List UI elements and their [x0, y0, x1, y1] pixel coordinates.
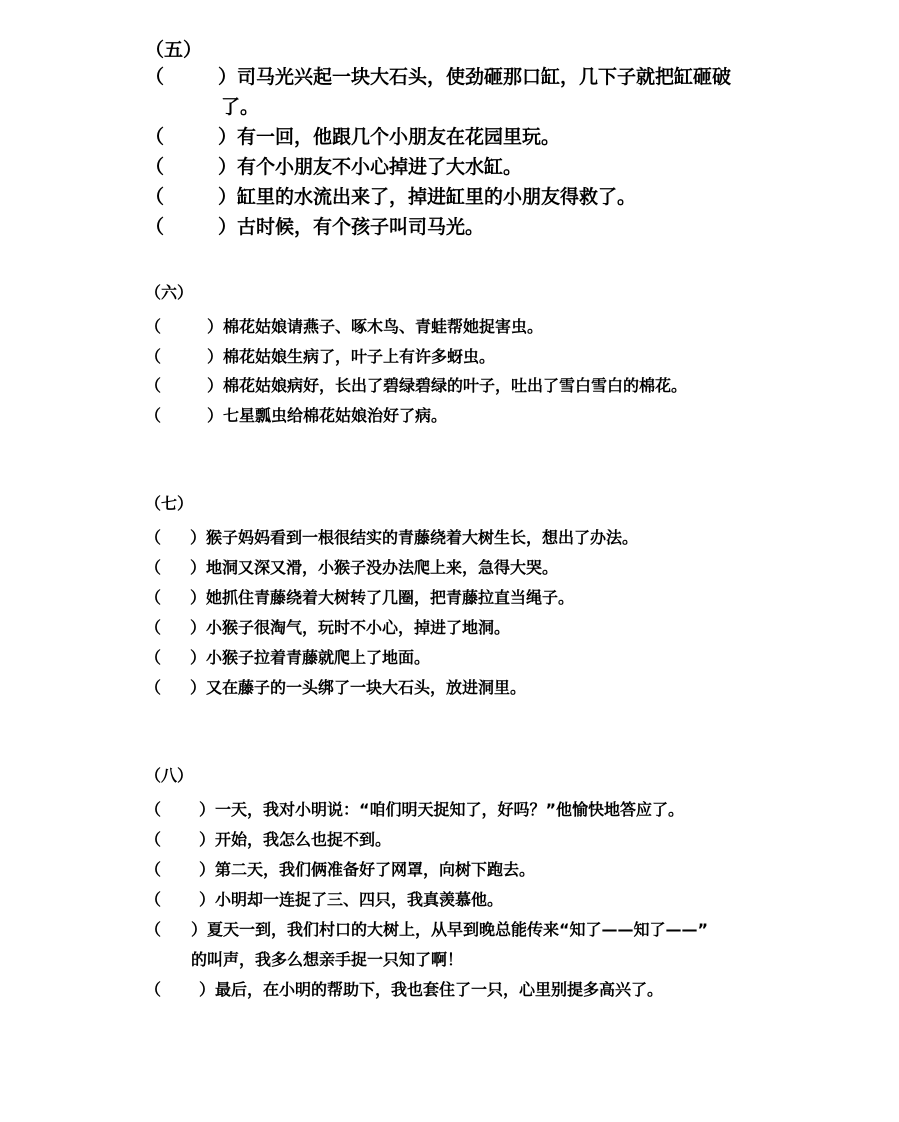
item-text: 地洞又深又滑，小猴子没办法爬上来，急得大哭。	[206, 558, 559, 577]
section-heading: （五）	[145, 39, 203, 61]
item-text: 缸里的水流出来了，掉进缸里的小朋友得救了。	[237, 186, 637, 208]
item-text: 小明却一连捉了三、四只，我真羡慕他。	[215, 890, 504, 909]
answer-blank[interactable]: （	[145, 156, 165, 178]
answer-blank[interactable]: （	[145, 558, 162, 577]
item-text: 司马光兴起一块大石头，使劲砸那口缸，几下子就把缸砸破	[237, 66, 732, 88]
answer-blank[interactable]: （	[145, 186, 165, 208]
ordering-item: （ ） 夏天一到，我们村口的大树上，从早到晚总能传来“知了——知了——”	[145, 915, 708, 945]
answer-blank[interactable]: （	[145, 648, 162, 667]
ordering-item: （ ） 缸里的水流出来了，掉进缸里的小朋友得救了。	[145, 182, 731, 212]
item-text: 古时候，有个孩子叫司马光。	[237, 216, 485, 238]
answer-blank[interactable]: （	[145, 618, 162, 637]
section-heading: （七）	[145, 494, 194, 513]
ordering-item: （ ） 小猴子很淘气，玩时不小心，掉进了地洞。	[145, 613, 638, 643]
ordering-item: （ ） 小明却一连捉了三、四只，我真羡慕他。	[145, 885, 708, 915]
answer-blank[interactable]: （	[145, 980, 162, 999]
item-text: 棉花姑娘请燕子、啄木鸟、青蛙帮她捉害虫。	[223, 317, 544, 336]
ordering-item: （ ） 小猴子拉着青藤就爬上了地面。	[145, 643, 638, 673]
item-text-continuation: 的叫声，我多么想亲手捉一只知了啊！	[191, 950, 464, 969]
item-text: 又在藤子的一头绑了一块大石头，放进洞里。	[206, 678, 527, 697]
answer-blank[interactable]: （	[145, 678, 162, 697]
ordering-item: （ ） 开始，我怎么也捉不到。	[145, 825, 708, 855]
answer-blank[interactable]: （	[145, 405, 162, 425]
ordering-item: （ ） 最后，在小明的帮助下，我也套住了一只，心里别提多高兴了。	[145, 975, 708, 1005]
item-text-continuation: 了。	[221, 96, 260, 118]
answer-blank[interactable]: （	[145, 588, 162, 607]
item-text: 猴子妈妈看到一根很结实的青藤绕着大树生长，想出了办法。	[206, 528, 639, 547]
item-text: 有一回，他跟几个小朋友在花园里玩。	[237, 126, 561, 148]
item-text: 夏天一到，我们村口的大树上，从早到晚总能传来“知了——知了——”	[207, 920, 709, 939]
item-text: 小猴子拉着青藤就爬上了地面。	[206, 648, 431, 667]
answer-blank[interactable]: （	[145, 66, 165, 88]
ordering-item: （ ） 又在藤子的一头绑了一块大石头，放进洞里。	[145, 673, 638, 703]
section-5	[145, 38, 731, 242]
item-text: 开始，我怎么也捉不到。	[215, 830, 392, 849]
answer-blank[interactable]: （	[145, 830, 162, 849]
ordering-item: （ ） 棉花姑娘生病了，叶子上有许多蚜虫。	[145, 342, 687, 372]
answer-blank[interactable]: （	[145, 216, 165, 238]
ordering-item: （ ） 地洞又深又滑，小猴子没办法爬上来，急得大哭。	[145, 553, 638, 583]
ordering-item: （ ） 一天，我对小明说：“咱们明天捉知了，好吗？”他愉快地答应了。	[145, 795, 708, 825]
ordering-item: （ ） 七星瓢虫给棉花姑娘治好了病。	[145, 401, 687, 431]
item-text: 最后，在小明的帮助下，我也套住了一只，心里别提多高兴了。	[215, 980, 664, 999]
item-text: 第二天，我们俩准备好了网罩，向树下跑去。	[215, 860, 536, 879]
answer-blank[interactable]: （	[145, 317, 162, 336]
answer-blank[interactable]: （	[145, 890, 162, 909]
item-text: 小猴子很淘气，玩时不小心，掉进了地洞。	[206, 618, 511, 637]
answer-blank[interactable]: （	[145, 860, 162, 879]
item-text: 棉花姑娘生病了，叶子上有许多蚜虫。	[223, 346, 496, 366]
answer-blank[interactable]: （	[145, 126, 165, 148]
section-heading: （八）	[145, 766, 194, 785]
ordering-item: （ ） 棉花姑娘请燕子、啄木鸟、青蛙帮她捉害虫。	[145, 312, 687, 342]
ordering-item: （ ） 司马光兴起一块大石头，使劲砸那口缸，几下子就把缸砸破	[145, 62, 731, 92]
ordering-item: （ ） 第二天，我们俩准备好了网罩，向树下跑去。	[145, 855, 708, 885]
item-text: 她抓住青藤绕着大树转了几圈，把青藤拉直当绳子。	[206, 588, 575, 607]
item-text: 棉花姑娘病好，长出了碧绿碧绿的叶子，吐出了雪白雪白的棉花。	[223, 376, 688, 395]
item-text: 有个小朋友不小心掉进了大水缸。	[237, 156, 523, 178]
answer-blank[interactable]: （	[145, 800, 162, 819]
answer-blank[interactable]: （	[145, 346, 162, 366]
section-7	[145, 493, 638, 703]
ordering-item: （ ） 棉花姑娘病好，长出了碧绿碧绿的叶子，吐出了雪白雪白的棉花。	[145, 371, 687, 401]
ordering-item: （ ） 有一回，他跟几个小朋友在花园里玩。	[145, 122, 731, 152]
ordering-item: （ ） 猴子妈妈看到一根很结实的青藤绕着大树生长，想出了办法。	[145, 523, 638, 553]
section-6	[145, 282, 687, 430]
section-heading: （六）	[145, 283, 194, 302]
ordering-item: （ ） 她抓住青藤绕着大树转了几圈，把青藤拉直当绳子。	[145, 583, 638, 613]
section-8	[145, 765, 708, 1005]
answer-blank[interactable]: （	[145, 528, 162, 547]
item-text: 七星瓢虫给棉花姑娘治好了病。	[223, 405, 448, 425]
ordering-item: （ ） 有个小朋友不小心掉进了大水缸。	[145, 152, 731, 182]
answer-blank[interactable]: （	[145, 920, 162, 939]
answer-blank[interactable]: （	[145, 376, 162, 395]
ordering-item: （ ） 古时候，有个孩子叫司马光。	[145, 212, 731, 242]
item-text: 一天，我对小明说：“咱们明天捉知了，好吗？”他愉快地答应了。	[215, 800, 685, 819]
